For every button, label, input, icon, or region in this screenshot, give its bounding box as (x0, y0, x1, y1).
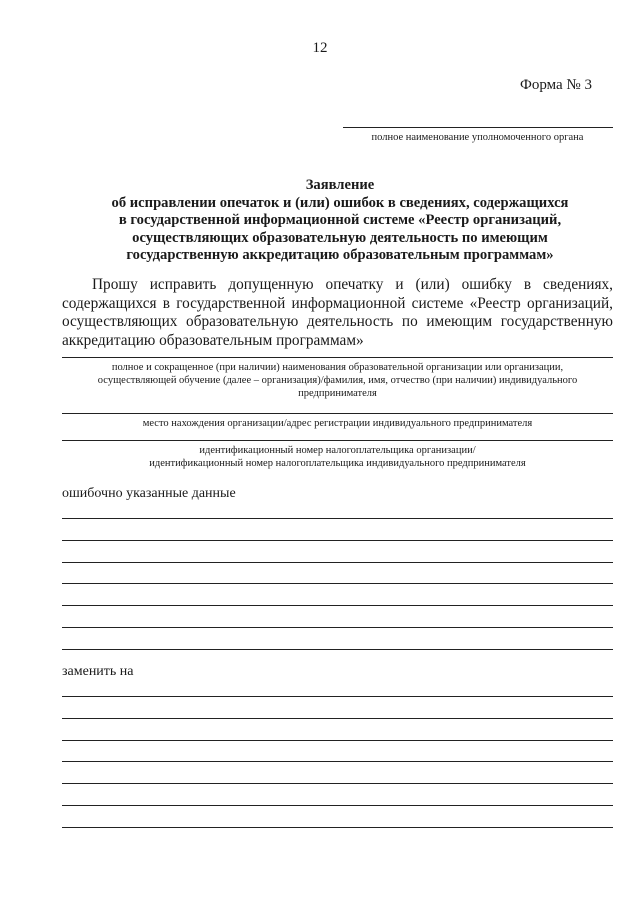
request-line: осуществляющих образовательную деятельность по имеющим государственную (62, 313, 613, 330)
replacement-data-line[interactable] (62, 783, 613, 784)
request-paragraph (62, 276, 613, 350)
erroneous-data-line[interactable] (62, 583, 613, 584)
replacement-data-line[interactable] (62, 805, 613, 806)
erroneous-data-line[interactable] (62, 518, 613, 519)
authority-line[interactable] (343, 127, 613, 128)
erroneous-data-line[interactable] (62, 605, 613, 606)
erroneous-data-label: ошибочно указанные данные (62, 486, 236, 501)
title-line: осуществляющих образовательную деятельность по имеющим (132, 229, 548, 246)
caption-line: осуществляющей обучение (далее – организация)/фамилия, имя, отчество (при наличии) индивидуального (97, 375, 578, 386)
title-line: об исправлении опечаток и (или) ошибок в сведениях, содержащихся (111, 194, 569, 211)
inn-caption (62, 444, 613, 470)
erroneous-data-line[interactable] (62, 649, 613, 650)
erroneous-data-line[interactable] (62, 540, 613, 541)
replacement-data-line[interactable] (62, 696, 613, 697)
erroneous-data-line[interactable] (62, 562, 613, 563)
title-line: в государственной информационной системе «Реестр организаций, (118, 212, 562, 228)
title-line: государственную аккредитацию образовательным программам» (126, 247, 554, 263)
page-number: 12 (312, 40, 328, 56)
replacement-data-line[interactable] (62, 827, 613, 828)
replacement-data-line[interactable] (62, 740, 613, 741)
caption-line: идентификационный номер налогоплательщика организации/ (199, 445, 476, 456)
erroneous-data-line[interactable] (62, 627, 613, 628)
title-line: Заявление (305, 177, 375, 193)
address-caption (62, 417, 613, 430)
inn-field[interactable] (62, 440, 613, 441)
request-line: аккредитацию образовательным программам» (62, 331, 364, 349)
replace-with-label: заменить на (62, 664, 134, 679)
organization-name-caption (62, 361, 613, 400)
authority-caption: полное наименование уполномоченного органа (371, 132, 584, 143)
caption-line: идентификационный номер налогоплательщика индивидуального предпринимателя (149, 458, 526, 469)
form-number: Форма № 3 (520, 77, 592, 93)
document-title (40, 177, 640, 265)
address-field[interactable] (62, 413, 613, 414)
caption-line: предпринимателя (298, 388, 377, 399)
request-line: Прошу исправить допущенную опечатку и (или) ошибку в сведениях, (92, 276, 613, 293)
caption-line: место нахождения организации/адрес регистрации индивидуального предпринимателя (142, 418, 533, 429)
organization-name-field[interactable] (62, 357, 613, 358)
replacement-data-line[interactable] (62, 718, 613, 719)
replacement-data-line[interactable] (62, 761, 613, 762)
caption-line: полное и сокращенное (при наличии) наименования образовательной организации или организации, (111, 362, 564, 373)
request-line: содержащихся в государственной информационной системе «Реестр организаций, (62, 294, 613, 312)
